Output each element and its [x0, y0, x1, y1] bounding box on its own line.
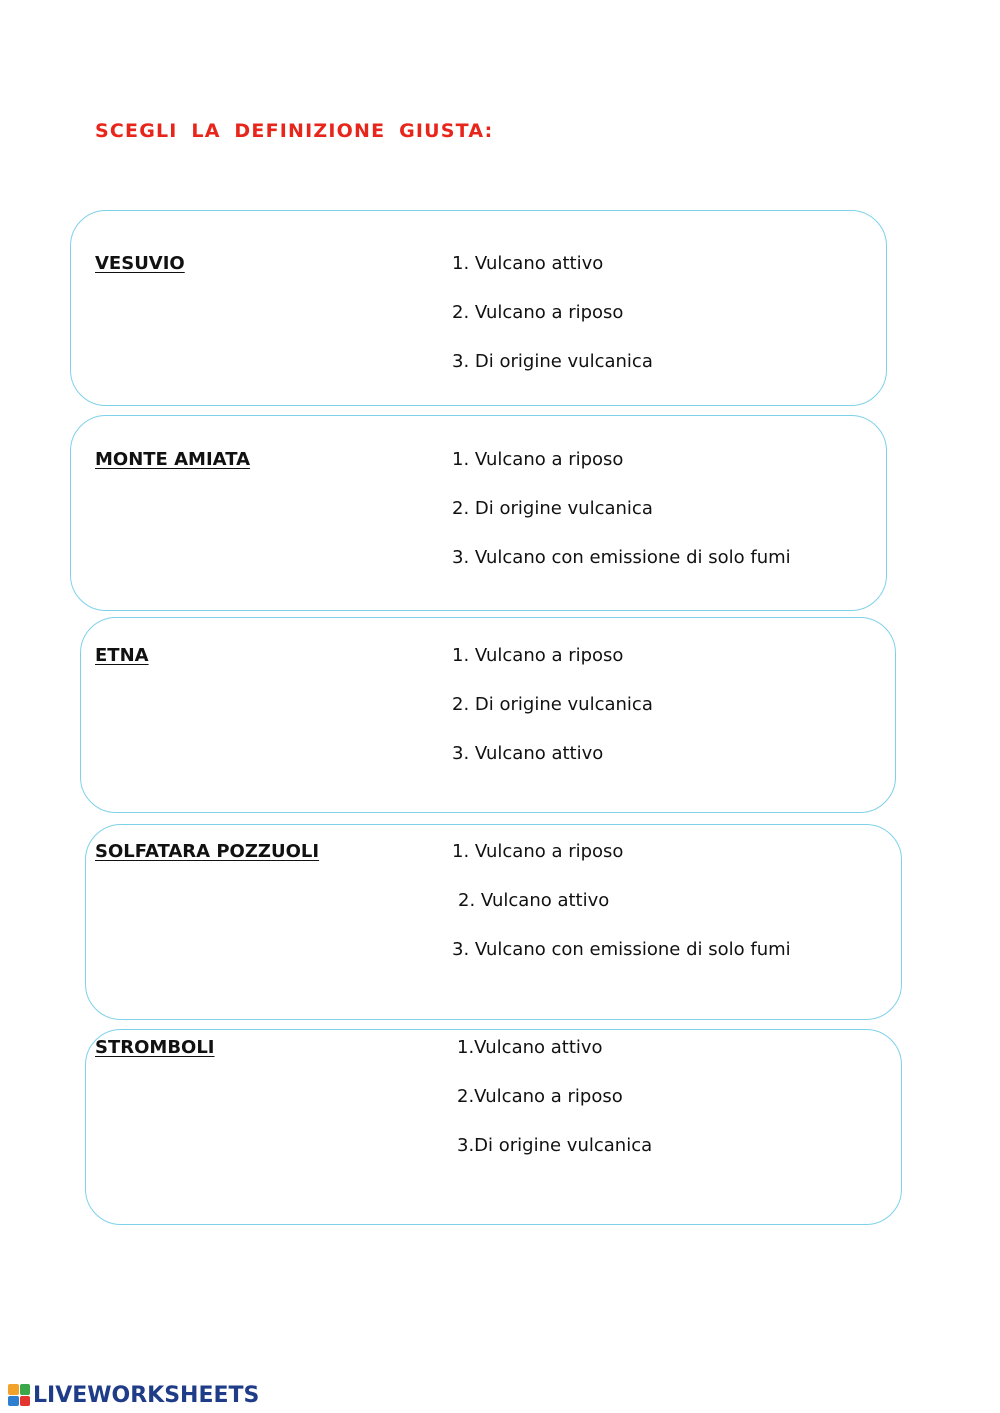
option-2[interactable]: 2. Vulcano a riposo	[452, 302, 624, 323]
option-2[interactable]: 2. Vulcano attivo	[458, 890, 610, 911]
option-3[interactable]: 3.Di origine vulcanica	[457, 1135, 653, 1156]
option-3[interactable]: 3. Vulcano con emissione di solo fumi	[452, 939, 791, 960]
option-1[interactable]: 1. Vulcano attivo	[452, 253, 604, 274]
option-2[interactable]: 2.Vulcano a riposo	[457, 1086, 623, 1107]
liveworksheets-logo-icon	[8, 1384, 30, 1406]
option-3[interactable]: 3. Vulcano attivo	[452, 743, 604, 764]
option-2[interactable]: 2. Di origine vulcanica	[452, 498, 653, 519]
term-label: SOLFATARA POZZUOLI	[95, 841, 320, 862]
option-3[interactable]: 3. Di origine vulcanica	[452, 351, 653, 372]
term-label: ETNA	[95, 645, 149, 666]
page-title: SCEGLI LA DEFINIZIONE GIUSTA:	[95, 120, 494, 142]
question-card-stromboli	[85, 1029, 902, 1225]
term-label: VESUVIO	[95, 253, 185, 274]
option-2[interactable]: 2. Di origine vulcanica	[452, 694, 653, 715]
term-label: MONTE AMIATA	[95, 449, 251, 470]
brand-name: LIVEWORKSHEETS	[33, 1382, 260, 1408]
option-1[interactable]: 1. Vulcano a riposo	[452, 645, 624, 666]
option-3[interactable]: 3. Vulcano con emissione di solo fumi	[452, 547, 791, 568]
term-label: STROMBOLI	[95, 1037, 215, 1058]
option-1[interactable]: 1.Vulcano attivo	[457, 1037, 603, 1058]
option-1[interactable]: 1. Vulcano a riposo	[452, 449, 624, 470]
liveworksheets-logo[interactable]	[8, 1383, 259, 1407]
option-1[interactable]: 1. Vulcano a riposo	[452, 841, 624, 862]
